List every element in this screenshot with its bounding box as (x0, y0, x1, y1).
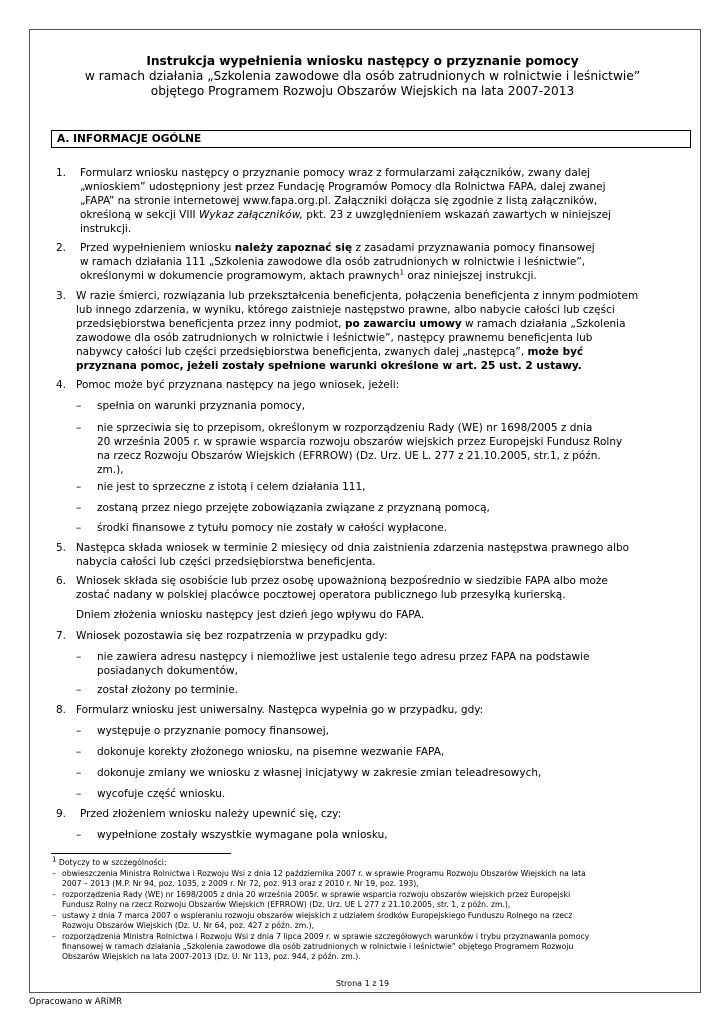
item-4-bullet: 20 września 2005 r. w sprawie wsparcia rozwoju obszarów wiejskich przez Europejski Fundusz Rolny (97, 436, 623, 448)
document-subtitle-line-2: objętego Programem Rozwoju Obszarów Wiejskich na lata 2007-2013 (150, 84, 575, 98)
dash-bullet: – (76, 522, 82, 534)
item-9-bullet: wypełnione zostały wszystkie wymagane pola wniosku, (97, 829, 388, 841)
item-9-line: Przed złożeniem wniosku należy upewnić się, czy: (80, 808, 342, 820)
item-8-number: 8. (56, 704, 67, 716)
item-4-bullet: zostaną przez niego przejęte zobowiązania związane z przyznaną pomocą, (97, 502, 490, 514)
item-4-bullet: środki finansowe z tytułu pomocy nie zostały w całości wypłacone. (97, 522, 448, 534)
item-2-line: określonymi w dokumencie programowym, aktach prawnych$^1$ oraz niniejszej instrukcji. (80, 268, 537, 282)
dash-bullet: – (76, 684, 82, 696)
item-8-line: Formularz wniosku jest uniwersalny. Następca wypełnia go w przypadku, gdy: (76, 704, 484, 716)
item-3-line: zawodowe dla osób zatrudnionych w rolnictwie i leśnictwie”, następcy prawnemu beneficjenta lub (76, 332, 593, 344)
item-3-line: przyznana pomoc, jeżeli zostały spełnione warunki określone w art. 25 ust. 2 ustawy. (76, 360, 582, 372)
item-1-line: określoną w sekcji VIII Wykaz załączników, pkt. 23 z uwzględnieniem wskazań zawartych w niniejszej (80, 209, 611, 221)
item-3-number: 3. (56, 290, 67, 302)
dash-bullet: – (76, 400, 82, 412)
item-3-line: nabywcy całości lub części przedsiębiorstwa beneficjenta, zwanych dalej „następcą”, może być (76, 346, 584, 358)
dash-bullet: – (76, 746, 82, 758)
item-8-bullet: dokonuje zmiany we wniosku z własnej inicjatywy w zakresie zmian teleadresowych, (97, 767, 542, 779)
footnote-heading: 1 Dotyczy to w szczególności: (52, 855, 167, 867)
dash-bullet: – (76, 481, 82, 493)
item-4-bullet: na rzecz Rozwoju Obszarów Wiejskich (EFRROW) (Dz. Urz. UE L. 277 z 21.10.2005, str.1, z późn. (97, 450, 601, 462)
footnote-line: 2007 – 2013 (M.P. Nr 94, poz. 1035, z 2009 r. Nr 72, poz. 913 oraz z 2010 r. Nr 19, poz. 193), (62, 879, 419, 888)
item-8-bullet: wycofuje część wniosku. (97, 788, 226, 800)
dash-bullet: – (76, 788, 82, 800)
footnote-line: Rozwoju Obszarów Wiejskich (Dz. U. Nr 64, poz. 427 z późn. zm.), (62, 921, 315, 930)
item-8-bullet: dokonuje korekty złożonego wniosku, na pisemne wezwanie FAPA, (97, 746, 445, 758)
dash-bullet: – (76, 422, 82, 434)
item-4-number: 4. (56, 379, 67, 391)
dash-bullet: – (76, 502, 82, 514)
footer-text: Opracowano w ARiMR (29, 997, 123, 1007)
item-6-line: zostać nadany w polskiej placówce pocztowej operatora publicznego lub przesyłką kurierską. (76, 589, 566, 601)
item-4-bullet: nie jest to sprzeczne z istotą i celem działania 111, (97, 481, 366, 493)
item-1-line: Formularz wniosku następcy o przyznanie pomocy wraz z formularzami załączników, zwany dalej (80, 167, 591, 179)
item-7-line: Wniosek pozostawia się bez rozpatrzenia w przypadku gdy: (76, 630, 388, 642)
item-4-bullet: spełnia on warunki przyznania pomocy, (97, 400, 306, 412)
item-7-bullet: został złożony po terminie. (97, 684, 238, 696)
item-4-bullet: nie sprzeciwia się to przepisom, określonym w rozporządzeniu Rady (WE) nr 1698/2005 z dnia (97, 422, 593, 434)
item-4-bullet: zm.), (97, 464, 124, 476)
item-1-line: „wnioskiem” udostępniony jest przez Fundację Programów Pomocy dla Rolnictwa FAPA, dalej zwanej (80, 181, 606, 193)
item-3-line: lub innego zdarzenia, w wyniku, którego zaistnieje następstwo prawne, albo nabycie całości lub części (76, 304, 615, 316)
page-number: Strona 1 z 19 (335, 979, 390, 988)
item-2-line: w ramach działania 111 „Szkolenia zawodowe dla osób zatrudnionych w rolnictwie i leśnictwie”, (80, 256, 586, 268)
footnote-line: finansowej w ramach działania „Szkolenia zawodowe dla osób zatrudnionych w rolnictwie i leśnictwie” objętego Programem Rozwoju (62, 942, 574, 951)
dash-bullet: – (76, 767, 82, 779)
item-3-line: W razie śmierci, rozwiązania lub przekształcenia beneficjenta, połączenia beneficjenta z innym podmiotem (76, 290, 639, 302)
item-9-number: 9. (56, 808, 67, 820)
item-8-bullet: występuje o przyznanie pomocy finansowej, (97, 725, 329, 737)
dash-bullet: – (76, 829, 82, 841)
footnote-dash: – (52, 932, 56, 941)
item-6-line: Dniem złożenia wniosku następcy jest dzień jego wpływu do FAPA. (76, 609, 425, 621)
item-3-line: przedsiębiorstwa beneficjenta przez inny podmiot, po zawarciu umowy w ramach działania „Szkolenia (76, 318, 626, 330)
document-title: Instrukcja wypełnienia wniosku następcy o przyznanie pomocy (146, 54, 579, 68)
footnote-line: obwieszczenia Ministra Rolnictwa i Rozwoju Wsi z dnia 12 października 2007 r. w sprawie Programu Rozwoju Obszarów Wiejskich na lata (62, 869, 586, 878)
document-subtitle-line-1: w ramach działania „Szkolenia zawodowe dla osób zatrudnionych w rolnictwie i leśnictwie” (84, 69, 641, 83)
dash-bullet: – (76, 725, 82, 737)
item-2-number: 2. (56, 242, 67, 254)
item-6-line: Wniosek składa się osobiście lub przez osobę upoważnioną bezpośrednio w siedzibie FAPA albo może (76, 575, 608, 587)
footnote-line: rozporządzenia Ministra Rolnictwa i Rozwoju Wsi z dnia 7 lipca 2009 r. w sprawie szczegółowych warunków i trybu przyznawania pomocy (62, 932, 590, 941)
footnote-dash: – (52, 911, 56, 920)
section-a-heading: A. INFORMACJE OGÓLNE (51, 130, 691, 148)
footnote-dash: – (52, 890, 56, 899)
item-4-line: Pomoc może być przyznana następcy na jego wniosek, jeżeli: (76, 379, 400, 391)
footnote-separator (51, 853, 231, 854)
item-5-line: nabycia całości lub części przedsiębiorstwa beneficjenta. (76, 556, 376, 568)
footnote-line: rozporządzenia Rady (WE) nr 1698/2005 z dnia 20 września 2005r. w sprawie wsparcia rozwoju obszarów wiejskich przez Europejski (62, 890, 571, 899)
item-1-line: „FAPA” na stronie internetowej www.fapa.org.pl. Załączniki dołącza się zgodnie z listą załączników, (80, 195, 598, 207)
item-1-number: 1. (56, 167, 67, 179)
item-1-line: instrukcji. (80, 223, 132, 235)
item-7-bullet: posiadanych dokumentów, (97, 665, 238, 677)
item-7-number: 7. (56, 630, 67, 642)
item-5-line: Następca składa wniosek w terminie 2 miesięcy od dnia zaistnienia zdarzenia następstwa prawnego albo (76, 542, 630, 554)
dash-bullet: – (76, 651, 82, 663)
item-6-number: 6. (56, 575, 67, 587)
item-2-line: Przed wypełnieniem wniosku należy zapoznać się z zasadami przyznawania pomocy finansowej (80, 242, 595, 254)
footnote-line: Fundusz Rolny na rzecz Rozwoju Obszarów Wiejskich (EFRROW) (Dz. Urz. UE L 277 z 21.10.2005, str. 1, z późn. zm.), (62, 900, 511, 909)
footnote-dash: – (52, 869, 56, 878)
footnote-line: Obszarów Wiejskich na lata 2007-2013 (Dz. U. Nr 113, poz. 944, z późn. zm.). (62, 952, 361, 961)
item-5-number: 5. (56, 542, 67, 554)
item-7-bullet: nie zawiera adresu następcy i niemożliwe jest ustalenie tego adresu przez FAPA na podstawie (97, 651, 590, 663)
footnote-line: ustawy z dnia 7 marca 2007 o wspieraniu rozwoju obszarów wiejskich z udziałem środków Europejskiego Funduszu Rolnego na rzecz (62, 911, 573, 920)
